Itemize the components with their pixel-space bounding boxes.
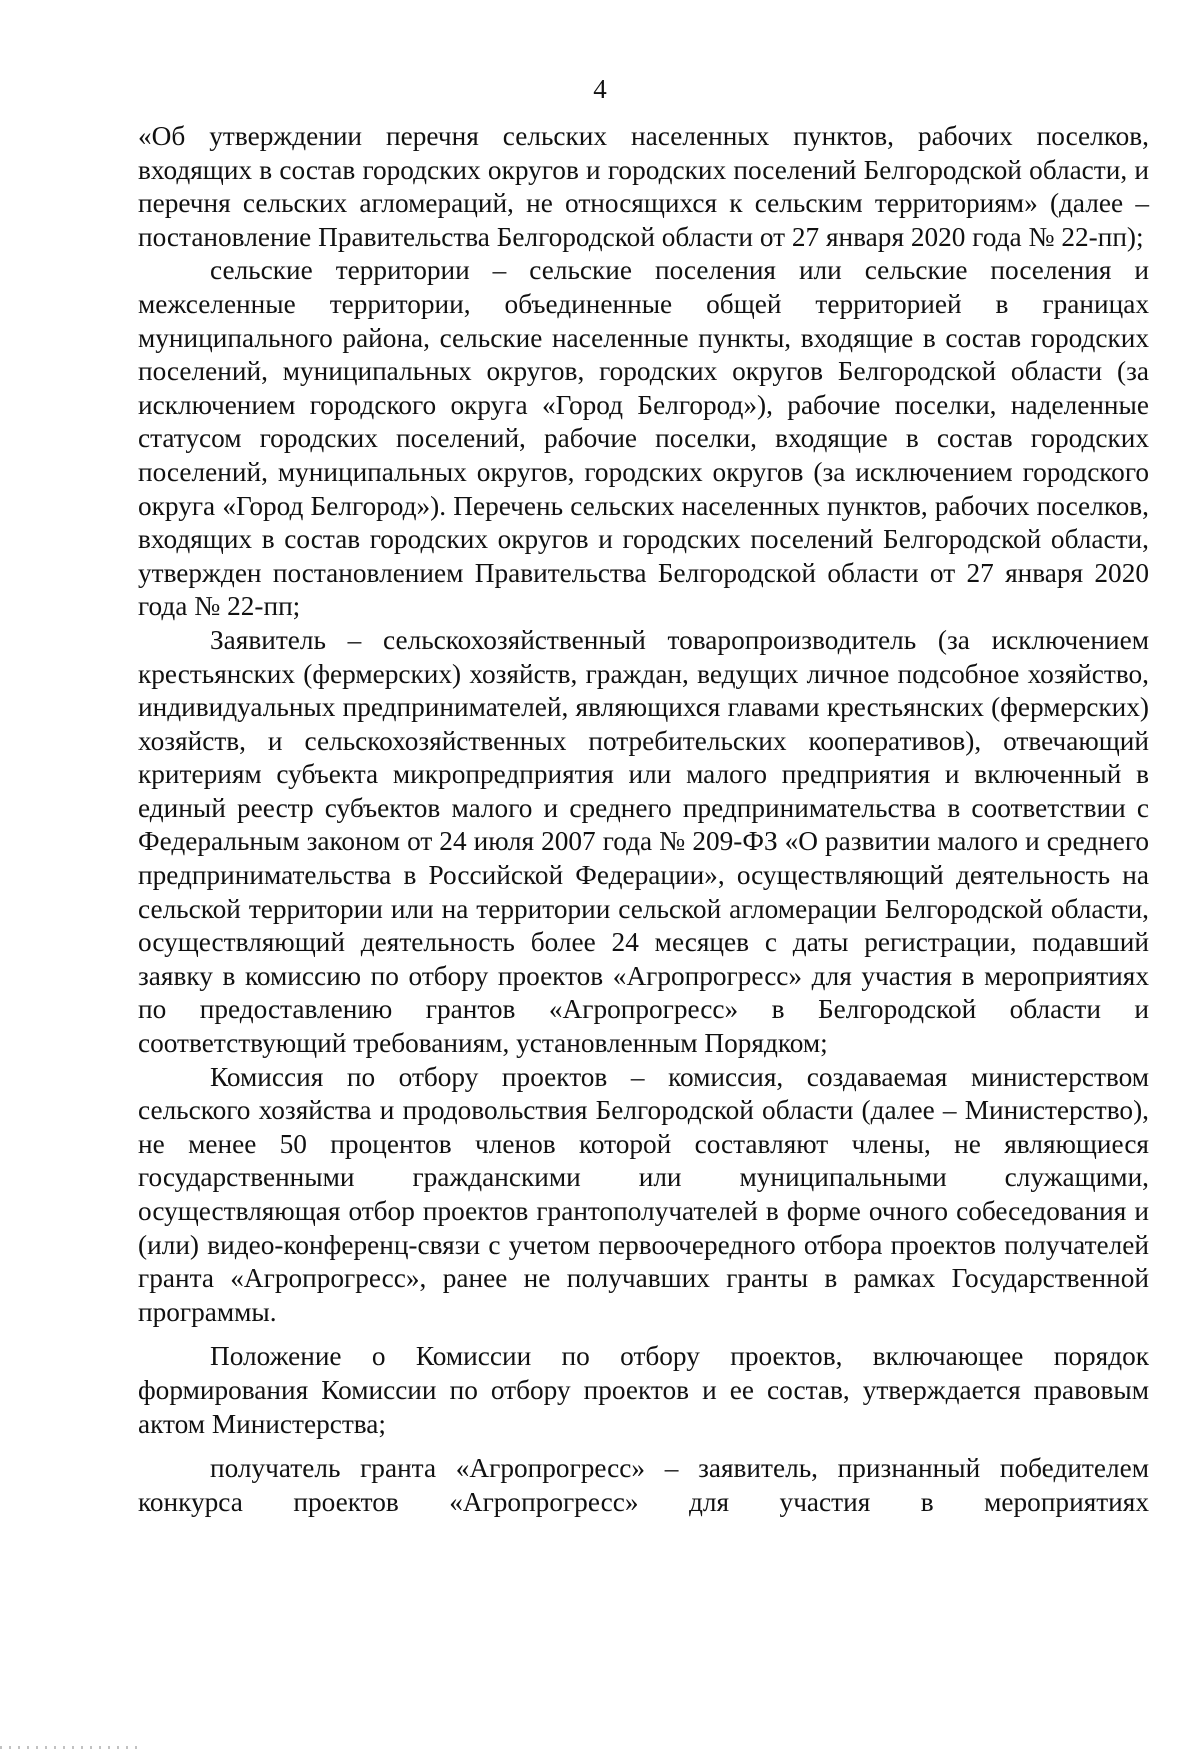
paragraph-applicant: Заявитель – сельскохозяйственный товаропроизводитель (за исключением крестьянских (фермерских) хозяйств, граждан, ведущих личное подсобное хозяйство, индивидуальных предпринимателей, являющихся главами крестьянских (фермерских) хозяйств, и сельскохозяйственных потребительских кооперативов), отвечающий критериям субъекта микропредприятия или малого предприятия и включенный в единый реестр субъектов малого и среднего предпринимательства в соответствии с Федеральным законом от 24 июля 2007 года № 209-ФЗ «О развитии малого и среднего предпринимательства в Российской Федерации», осуществляющий деятельность на сельской территории или на территории сельской агломерации Белгородской области, осуществляющий деятельность более 24 месяцев с даты регистрации, подавший заявку в комиссию по отбору проектов «Агропрогресс» для участия в мероприятиях по предоставлению грантов «Агропрогресс» в Белгородской области и соответствующий требованиям, установленным Порядком; xyxy=(138,624,1149,1059)
paragraph-resolution-title: «Об утверждении перечня сельских населенных пунктов, рабочих поселков, входящих в состав городских округов и городских поселений Белгородской области, и перечня сельских агломераций, не относящихся к сельским территориям» (далее – постановление Правительства Белгородской области от 27 января 2020 года № 22-пп); xyxy=(138,121,1149,252)
paragraph-commission-regulation: Положение о Комиссии по отбору проектов, включающее порядок формирования Комиссии по отбору проектов и ее состав, утверждается правовым актом Министерства; xyxy=(138,1341,1149,1439)
paragraph-rural-territories: сельские территории – сельские поселения или сельские поселения и межселенные территории, объединенные общей территорией в границах муниципального района, сельские населенные пункты, входящие в состав городских поселений, муниципальных округов, городских округов Белгородской области (за исключением городского округа «Город Белгород»), рабочие поселки, наделенные статусом городских поселений, рабочие поселки, входящие в состав городских поселений, муниципальных округов, городских округов (за исключением городского округа «Город Белгород»). Перечень сельских населенных пунктов, рабочих поселков, входящих в состав городских округов и городских поселений Белгородской области, утвержден постановлением Правительства Белгородской области от 27 января 2020 года № 22-пп; xyxy=(138,255,1149,622)
paragraph-grant-recipient: получатель гранта «Агропрогресс» – заявитель, признанный победителем конкурса проектов «Агропрогресс» для участия в мероприятиях xyxy=(138,1453,1149,1517)
paragraph-selection-commission: Комиссия по отбору проектов – комиссия, создаваемая министерством сельского хозяйства и продовольствия Белгородской области (далее – Министерство), не менее 50 процентов членов которой составляют члены, не являющиеся государственными гражданскими или муниципальными служащими, осуществляющая отбор проектов грантополучателей в форме очного собеседования и (или) видео-конференц-связи с учетом первоочередного отбора проектов получателей гранта «Агропрогресс», ранее не получавших гранты в рамках Государственной программы. xyxy=(138,1061,1149,1327)
document-body xyxy=(138,120,1149,1519)
scan-artifact xyxy=(0,1746,140,1749)
page-number: 4 xyxy=(593,74,607,104)
